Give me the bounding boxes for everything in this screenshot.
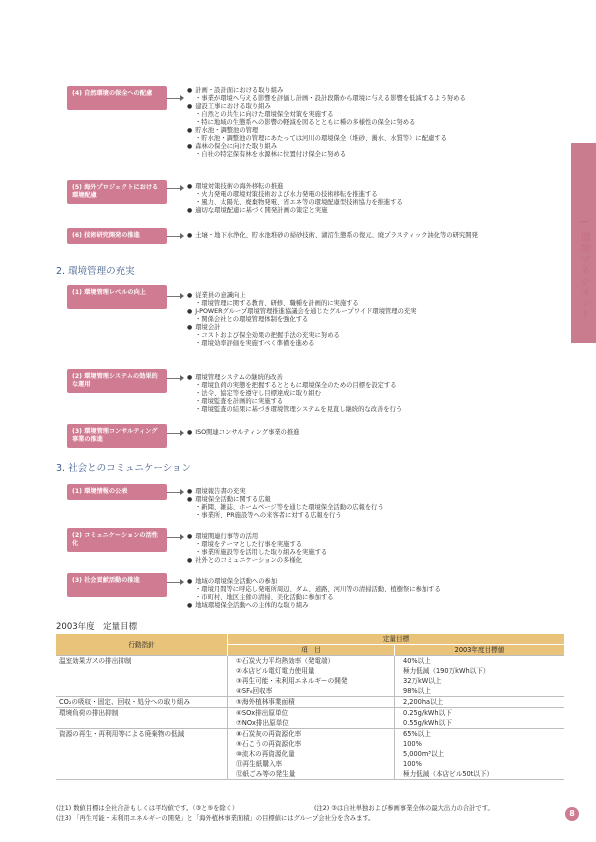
cell-item: ⑤海外植林事業面積 — [228, 697, 395, 708]
cell-item: ③再生可能・未利用エネルギーの開発 — [228, 676, 395, 686]
item: ● 環境会計 — [187, 324, 417, 332]
table-row — [56, 749, 564, 759]
item: ・ 事業が環境へ与える影響を評価し計画・設計段階から環境に与える影響を低減するよう努める — [187, 95, 466, 103]
items-disclosure — [187, 488, 384, 520]
connector — [167, 492, 180, 493]
items-communication — [187, 533, 327, 565]
item: ・ 自社の特定保有林を水源林に位置付け保全に努める — [187, 151, 466, 159]
item: ● 地域の環境保全活動への参加 — [187, 578, 441, 586]
item: ・ 新聞、雑誌、ホームページ等を通じた環境保全活動の広報を行う — [187, 504, 384, 512]
item: ・ 特に地域の生態系への影響の軽減を図るとともに種の多様性の保全に努める — [187, 119, 466, 127]
cell-action — [56, 676, 228, 686]
arrow-icon — [180, 430, 184, 436]
cell-value: 極力低減（本店ビル50t以下） — [395, 769, 565, 780]
cell-value: 5,000m³以上 — [403, 750, 445, 758]
category-rnd: (6) 技術研究開発の推進 — [67, 228, 167, 244]
cell-item: ⑩流木の再資源化量 — [228, 749, 395, 759]
header-value: 2003年度目標値 — [395, 645, 565, 656]
item: ・ 環境管理に関する教育、研修、職種を計画的に実施する — [187, 300, 417, 308]
cell-value: 40%以上 — [395, 656, 565, 667]
item: ・ 市町村、地区主催の清掃、美化活動に参加する — [187, 594, 441, 602]
cell-action — [56, 666, 228, 676]
item: ● 土壌・地下水浄化、貯水池堆砂の掃砂技術、湖沼生態系の復元、廃プラスティック油化等の研究開発 — [187, 232, 478, 240]
item: ・ 風力、太陽光、廃棄物発電、省エネ等の環境配慮型技術協力を推進する — [187, 199, 403, 207]
table-row — [56, 666, 564, 676]
connector — [167, 296, 180, 297]
item: ● 環境関連行事等の活用 — [187, 533, 327, 541]
cell-item: ②本店ビル電灯電力使用量 — [228, 666, 395, 676]
table-row — [56, 729, 564, 740]
item: ● 従業員の意識向上 — [187, 292, 417, 300]
connector — [167, 433, 180, 434]
arrow-icon — [180, 293, 184, 299]
item: ● 地域環境保全活動への主体的な取り組み — [187, 602, 441, 610]
item: ・ 関係会社との環境管理体制を強化する — [187, 316, 417, 324]
header-target: 定量目標 — [228, 634, 565, 645]
item: ・ コストおよび保全効果の把握手法の充実に努める — [187, 332, 417, 340]
items-rnd — [187, 232, 478, 240]
cell-action: 温室効果ガスの排出抑制 — [56, 656, 228, 667]
table-row — [56, 718, 564, 729]
cell-item: ⑪再生紙購入率 — [228, 759, 395, 769]
item: ・ 環境監査の結果に基づき環境管理システムを見直し継続的な改善を行う — [187, 406, 402, 414]
table-row — [56, 676, 564, 686]
items-social — [187, 578, 441, 610]
table-row — [56, 769, 564, 780]
cell-item: ⑥SOx排出原単位 — [228, 708, 395, 719]
item: ● J-POWERグループ環境管理推進協議会を通じたグループワイド環境管理の充実 — [187, 308, 417, 316]
connector — [167, 188, 180, 189]
item: ・ 環境負荷の実態を把握するとともに環境保全のための目標を設定する — [187, 382, 402, 390]
side-tab-label: I. 環境マネジメント — [578, 220, 589, 321]
section-title: 環境管理の充実 — [68, 266, 135, 277]
table-row — [56, 759, 564, 769]
cell-value: 65%以上 — [395, 729, 565, 740]
connector — [167, 582, 180, 583]
item: ● 環境管理システムの継続的改善 — [187, 374, 402, 382]
note-3: (注3) 「再生可能・未利用エネルギーの開発」と「海外植林事業面積」の目標値にはグループ会社分を含みます。 — [56, 815, 375, 822]
cell-value: 2,200ha以上 — [395, 697, 565, 708]
category-overseas: (5) 海外プロジェクトにおける環境配慮 — [67, 180, 167, 204]
category-ems: (2) 環境管理システムの効果的な運用 — [67, 369, 167, 393]
arrow-icon — [180, 579, 184, 585]
items-nature — [187, 87, 466, 159]
cell-value: 98%以上 — [403, 687, 431, 695]
table-title: 2003年度 定量目標 — [56, 622, 138, 632]
cell-item: ⑦NOx排出原単位 — [228, 718, 395, 729]
page-number: 8 — [565, 807, 579, 821]
cell-action — [56, 686, 228, 697]
category-disclosure: (1) 環境情報の公表 — [67, 484, 167, 500]
cell-value: 0.25g/kWh以下 — [395, 708, 565, 719]
cell-item: ④SF₆回収率 — [228, 686, 395, 697]
connector — [167, 98, 180, 99]
cell-action — [56, 718, 228, 729]
item: ・ 貯水池・調整池の管理にあたっては河川の環境保全（堆砂、濁水、水質等）に配慮する — [187, 135, 466, 143]
section-2-heading — [56, 263, 135, 277]
cell-item: ⑧石炭灰の再資源化率 — [228, 729, 395, 740]
item: ・ 法令、協定等を遵守し目標達成に取り組む — [187, 390, 402, 398]
targets-table — [56, 634, 564, 780]
item: ● 森林の保全に向けた取り組み — [187, 143, 466, 151]
item: ・ 事業所施設等を活用した取り組みを実施する — [187, 549, 327, 557]
items-consulting — [187, 429, 300, 437]
item: ● 環境報告書の充実 — [187, 488, 384, 496]
item: ・ 火力発電の環境対策技術および水力発電の技術移転を推進する — [187, 191, 403, 199]
cell-action — [56, 749, 228, 759]
note-2: (注2) ③は自社単独および参画事業全体の最大出力の合計です。 — [314, 805, 494, 812]
cell-value: 100% — [403, 740, 422, 748]
category-social: (3) 社会貢献活動の推進 — [67, 573, 167, 597]
cell-action — [56, 759, 228, 769]
table-row — [56, 686, 564, 697]
cell-item: ①石炭火力平均熱効率（発電端） — [228, 656, 395, 667]
header-action: 行動指針 — [56, 634, 228, 656]
item: ・ 自然との共生に向けた環境保全対策を実施する — [187, 111, 466, 119]
category-consulting: (3) 環境管理コンサルティング事業の推進 — [67, 424, 167, 448]
connector — [167, 236, 180, 237]
table-row — [56, 708, 564, 719]
items-env-level — [187, 292, 417, 348]
item: ● 環境対策技術の海外移転の推進 — [187, 183, 403, 191]
table-row — [56, 656, 564, 667]
item: ・ 環境効率評価を実施すべく準備を進める — [187, 340, 417, 348]
category-communication: (2) コミュニケーションの活性化 — [67, 528, 167, 552]
item: ・ 環境月間等に呼応し発電所周辺、ダム、道路、河川等の清掃活動、植樹祭に参加する — [187, 586, 441, 594]
section-number: 3. — [56, 463, 66, 474]
arrow-icon — [180, 95, 184, 101]
cell-action — [56, 739, 228, 749]
connector — [167, 378, 180, 379]
item: ● 社外とのコミュニケーションの多様化 — [187, 557, 327, 565]
item: ・ 環境監査を計画的に実施する — [187, 398, 402, 406]
item: ・ 事業所、PR施設等への来客者に対する広報を行う — [187, 512, 384, 520]
cell-value: 100% — [403, 760, 422, 768]
category-nature: (4) 自然環境の保全への配慮 — [67, 86, 167, 110]
cell-item: ⑫紙ごみ等の発生量 — [228, 769, 395, 780]
section-number: 2. — [56, 266, 66, 277]
item: ● 環境保全活動に関する広報 — [187, 496, 384, 504]
cell-action: 資源の再生・再利用等による廃棄物の低減 — [56, 729, 228, 740]
item: ● ISO関連コンサルティング事業の推進 — [187, 429, 300, 437]
cell-action: 環境負荷の排出抑制 — [56, 708, 228, 719]
arrow-icon — [180, 233, 184, 239]
category-env-level: (1) 環境管理レベルの向上 — [67, 285, 167, 309]
item: ● 計画・設計面における取り組み — [187, 87, 466, 95]
table-row — [56, 739, 564, 749]
cell-value: 0.55g/kWh以下 — [403, 719, 452, 727]
item: ● 建設工事における取り組み — [187, 103, 466, 111]
arrow-icon — [180, 489, 184, 495]
cell-value: 32万kW以上 — [403, 677, 442, 685]
cell-item: ⑨石こうの再資源化率 — [228, 739, 395, 749]
item: ● 適切な環境配慮に基づく開発計画の策定と実施 — [187, 207, 403, 215]
items-overseas — [187, 183, 403, 215]
cell-action: CO₂の吸収・固定、回収・処分への取り組み — [56, 697, 228, 708]
cell-action — [56, 769, 228, 780]
cell-value: 極力低減（190万kWh以下） — [403, 667, 490, 675]
connector — [167, 537, 180, 538]
items-ems — [187, 374, 402, 414]
header-item: 項 目 — [228, 645, 395, 656]
arrow-icon — [180, 375, 184, 381]
table-row — [56, 697, 564, 708]
item: ● 貯水池・調整池の管理 — [187, 127, 466, 135]
item: ・ 環境をテーマとした行事を実施する — [187, 541, 327, 549]
arrow-icon — [180, 185, 184, 191]
arrow-icon — [180, 534, 184, 540]
note-1: (注1) 数値目標は全社合計もしくは平均値です。（③と⑤を除く） — [56, 805, 239, 812]
section-title: 社会とのコミュニケーション — [68, 463, 192, 474]
section-3-heading — [56, 460, 191, 474]
